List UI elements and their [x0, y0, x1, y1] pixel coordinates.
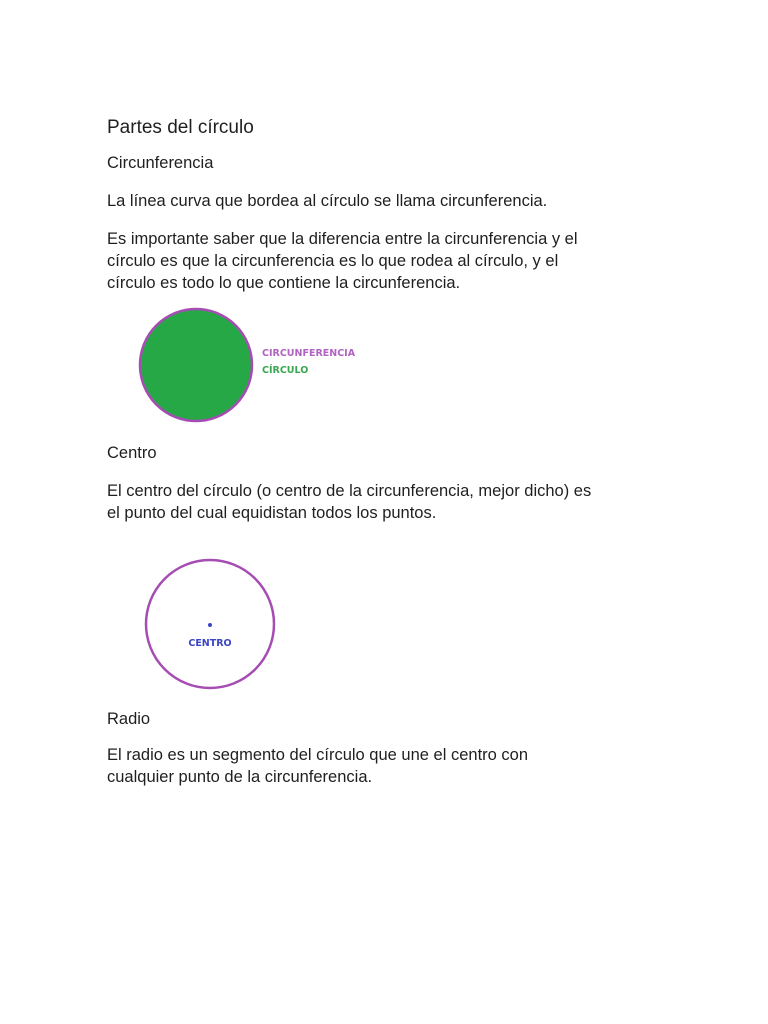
paragraph-line: El radio es un segmento del círculo que une el centro con — [107, 746, 529, 764]
paragraph-difference — [107, 228, 578, 294]
paragraph-radius — [107, 744, 528, 788]
circumference-label: CIRCUNFERENCIA — [262, 348, 356, 359]
section-heading-radio: Radio — [107, 710, 151, 728]
paragraph-line: el punto del cual equidistan todos los puntos. — [107, 504, 437, 522]
center-label: CENTRO — [188, 638, 232, 649]
paragraph-line: círculo es que la circunferencia es lo que rodea al círculo, y el — [107, 252, 559, 270]
section-heading-centro: Centro — [107, 444, 157, 462]
filled-circle-shape — [140, 309, 252, 421]
page-title: Partes del círculo — [107, 117, 254, 138]
center-point — [208, 623, 212, 627]
paragraph-line: cualquier punto de la circunferencia. — [107, 768, 373, 786]
circle-vs-circumference-figure — [120, 305, 380, 425]
paragraph-line: Es importante saber que la diferencia entre la circunferencia y el — [107, 230, 578, 248]
center-figure — [140, 555, 285, 695]
circle-label: CÍRCULO — [262, 365, 309, 376]
paragraph-line: El centro del círculo (o centro de la circunferencia, mejor dicho) es — [107, 482, 592, 500]
paragraph-line: círculo es todo lo que contiene la circunferencia. — [107, 274, 461, 292]
paragraph-definition-line — [107, 190, 547, 212]
section-heading-circunferencia: Circunferencia — [107, 154, 214, 172]
paragraph-line: La línea curva que bordea al círculo se llama circunferencia. — [107, 192, 548, 210]
paragraph-center — [107, 480, 591, 524]
